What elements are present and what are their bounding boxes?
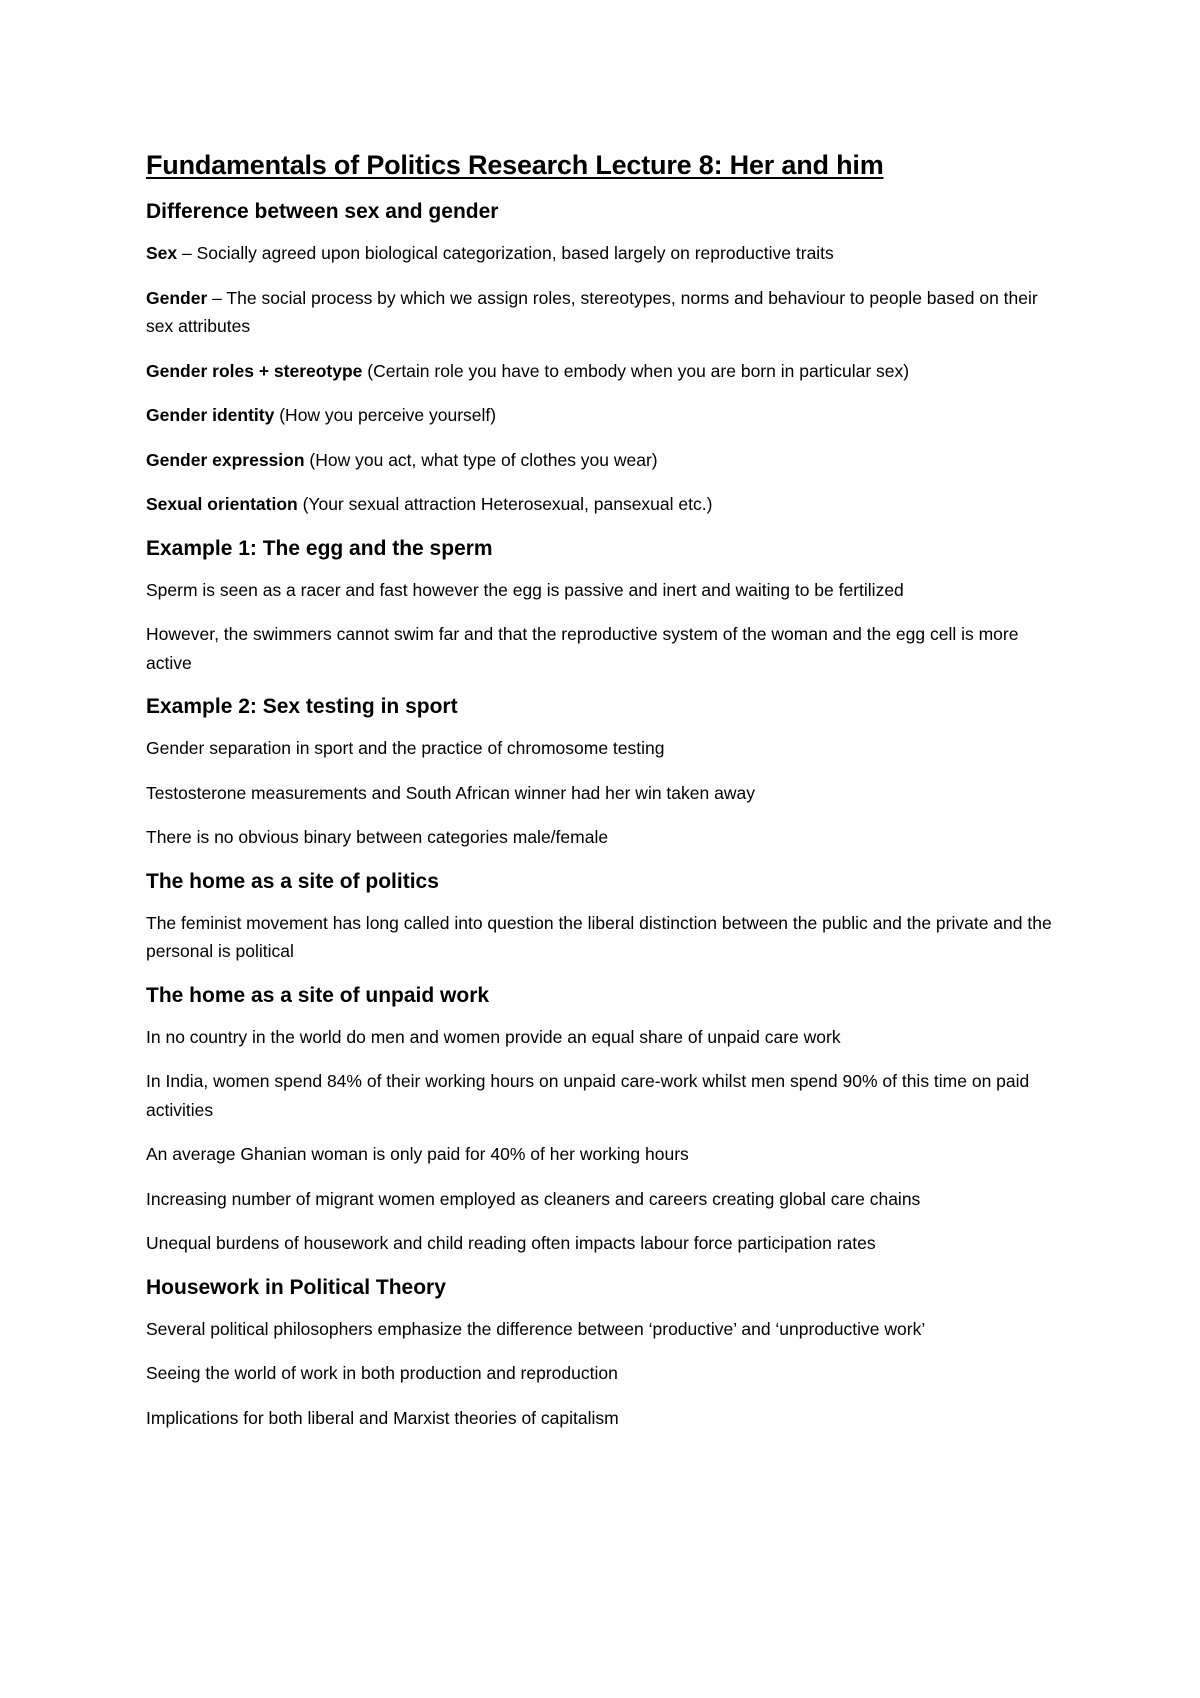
paragraph: An average Ghanian woman is only paid for 40% of her working hours — [146, 1144, 689, 1164]
paragraph: Sperm is seen as a racer and fast however the egg is passive and inert and waiting to be fertilized — [146, 579, 904, 600]
definition-text: (Your sexual attraction Heterosexual, pansexual etc.) — [302, 494, 713, 514]
section-heading: The home as a site of politics — [146, 869, 439, 893]
section-heading: Difference between sex and gender — [146, 200, 499, 223]
definition-text: (Certain role you have to embody when you are born in particular sex) — [367, 360, 910, 381]
definition-text: (How you perceive yourself) — [279, 405, 497, 425]
term: Gender roles + stereotype — [146, 360, 363, 381]
paragraph: Unequal burdens of housework and child reading often impacts labour force participation rates — [146, 1233, 876, 1253]
term: Sex — [146, 243, 178, 263]
paragraph: The feminist movement has long called into question the liberal distinction between the public and the private and the personal is political — [146, 912, 1052, 961]
separator: – — [177, 243, 197, 263]
paragraph: Testosterone measurements and South African winner had her win taken away — [146, 782, 755, 803]
definition-gender-identity — [146, 401, 1066, 430]
term: Sexual orientation — [146, 494, 298, 514]
definition-text: Socially agreed upon biological categorization, based largely on reproductive traits — [196, 243, 834, 263]
term: Gender expression — [146, 449, 305, 470]
paragraph: Seeing the world of work in both production and reproduction — [146, 1363, 618, 1383]
section-example-1 — [146, 535, 1066, 678]
section-home-unpaid-work — [146, 982, 1066, 1258]
section-sex-gender — [146, 198, 1066, 519]
definition-gender — [146, 284, 1066, 341]
document-page — [146, 148, 1066, 1448]
paragraph: Implications for both liberal and Marxist theories of capitalism — [146, 1407, 619, 1428]
term: Gender — [146, 287, 208, 308]
separator: – — [207, 287, 227, 308]
section-heading: The home as a site of unpaid work — [146, 983, 490, 1007]
definition-sex — [146, 239, 1066, 268]
paragraph: There is no obvious binary between categories male/female — [146, 827, 609, 847]
definition-gender-roles — [146, 357, 1066, 386]
paragraph: Increasing number of migrant women employed as cleaners and careers creating global care chains — [146, 1188, 921, 1209]
section-heading: Example 1: The egg and the sperm — [146, 536, 493, 560]
section-heading: Housework in Political Theory — [146, 1275, 446, 1299]
definition-text: (How you act, what type of clothes you wear) — [309, 449, 658, 470]
section-home-politics — [146, 868, 1066, 966]
section-housework-theory — [146, 1274, 1066, 1433]
paragraph: Gender separation in sport and the practice of chromosome testing — [146, 738, 665, 758]
paragraph: In no country in the world do men and women provide an equal share of unpaid care work — [146, 1026, 841, 1047]
definition-gender-expression — [146, 446, 1066, 475]
document-title: Fundamentals of Politics Research Lecture 8: Her and him — [146, 150, 884, 180]
paragraph: In India, women spend 84% of their working hours on unpaid care-work whilst men spend 90% of this time on paid activities — [146, 1071, 1030, 1120]
paragraph: However, the swimmers cannot swim far and that the reproductive system of the woman and the egg cell is more active — [146, 624, 1019, 673]
section-heading: Example 2: Sex testing in sport — [146, 695, 458, 718]
paragraph: Several political philosophers emphasize the difference between ‘productive’ and ‘unproductive work’ — [146, 1318, 926, 1339]
definition-sexual-orientation — [146, 490, 1066, 519]
section-example-2 — [146, 693, 1066, 852]
term: Gender identity — [146, 405, 275, 425]
definition-text: The social process by which we assign roles, stereotypes, norms and behaviour to people based on their sex attributes — [146, 287, 1038, 336]
